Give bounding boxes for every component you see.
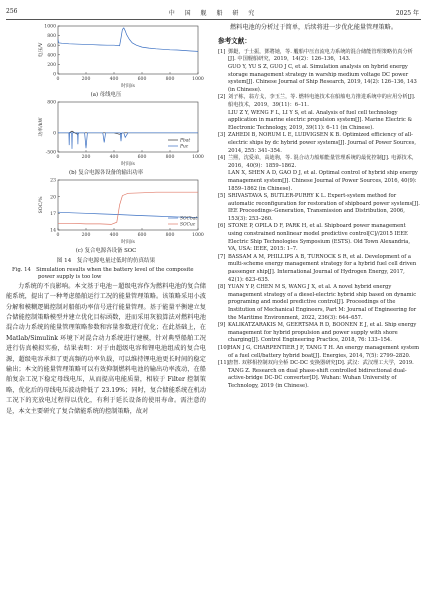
reference-text-cn: 刘子栋，翁方戈，李玉兰，等. 燃料电池技术在船舶电力推进系统中的应用分析[J]. 船电技术，2019，39(11)：6–11. bbox=[228, 94, 416, 108]
reference-text-cn: 唐智. 双移相控制双向全桥 DC-DC 变换器研究[D]. 武汉：武汉理工大学，2019. bbox=[228, 360, 414, 367]
reference-text-en: KALIKATZARAKIS M, GEERTSMA R D, BOONEN E J, et al. Ship energy management for hybrid propulsion and power supply with shore charging[J]. Control Engineering Practice, 2018, 76: 133–154. bbox=[228, 322, 417, 344]
chart-soc bbox=[6, 177, 206, 247]
y-tick-label: 0 bbox=[53, 72, 56, 78]
chart-output-power bbox=[6, 99, 206, 169]
legend-label: Pbat bbox=[180, 138, 191, 144]
y-tick-label: 200 bbox=[47, 63, 56, 68]
y-tick-label: 14 bbox=[50, 228, 56, 234]
x-tick-label: 600 bbox=[137, 155, 147, 160]
reference-number: [2] bbox=[218, 94, 226, 101]
reference-text-en: BASSAM A M, PHILLIPS A B, TURNOCK S R, et al. Development of a multi-scheme energy management strategy for a hybrid fuel cell driven passenger ship[J]. International Journal of Hydrogen Energy, 2017, 42(1): 623–635. bbox=[228, 253, 417, 283]
issue-year: 2025 年 bbox=[395, 10, 419, 17]
reference-number: [7] bbox=[218, 253, 226, 260]
figure-14 bbox=[6, 23, 206, 282]
reference-number: [6] bbox=[218, 223, 226, 230]
reference-number: [11] bbox=[218, 360, 229, 367]
legend-label: SOCbat bbox=[180, 216, 198, 222]
x-tick-label: 400 bbox=[109, 77, 119, 82]
journal-name: 中 国 舰 船 研 究 bbox=[168, 10, 259, 17]
right-column bbox=[218, 23, 420, 391]
left-column bbox=[6, 23, 206, 417]
x-tick-label: 800 bbox=[165, 155, 175, 160]
y-tick-label: 23 bbox=[50, 178, 56, 184]
x-tick-label: 0 bbox=[56, 155, 60, 160]
reference-item bbox=[218, 254, 420, 284]
x-tick-label: 200 bbox=[81, 155, 91, 160]
reference-item bbox=[218, 223, 420, 253]
reference-text-en: LAN X, SHEN A D, GAO D J, et al. Optimal control of hybrid ship energy management system[J]. Chinese Journal of Power Sources, 2016, 40(9): 1859–1862 (in Chinese). bbox=[228, 170, 418, 192]
chart-bus-voltage bbox=[6, 23, 206, 91]
reference-text-en: GUO Y, YU S Z, GUO J C, et al. Simulation analysis on hybrid energy storage management strategy in warship medium voltage DC power system[J]. Chinese Journal of Ship Research, 2019, 14(2): 126–136, 143 (in Chinese). bbox=[228, 64, 417, 93]
reference-number: [5] bbox=[218, 193, 226, 200]
reference-number: [1] bbox=[218, 48, 226, 55]
reference-text-en: ZAHEDI B, NORUM L E, LUDVIGSEN K B. Optimized efficiency of all-electric ships by dc hybrid power systems[J]. Journal of Power Sources, 2014, 255: 341–354. bbox=[228, 132, 417, 154]
y-axis-label: SOC/% bbox=[39, 196, 44, 214]
y-tick-label: 800 bbox=[47, 100, 56, 106]
legend-label: SOCuc bbox=[180, 222, 196, 228]
y-tick-label: 600 bbox=[47, 43, 56, 49]
x-tick-label: 200 bbox=[81, 77, 91, 82]
x-tick-label: 400 bbox=[109, 233, 119, 238]
series-line bbox=[58, 192, 198, 224]
reference-text-en: YUAN Y P, CHEN M S, WANG J X, et al. A novel hybrid energy management strategy of a diesel-electric hybrid ship based on dynamic programing and model predictive control[J]. Proceedings of the Institution of Mechanical Engineers, Part M: Journal of Engineering for the Maritime Environment, 2022, 236(3): 644–657. bbox=[228, 284, 417, 321]
y-axis-label: 功率/kW bbox=[39, 117, 44, 137]
y-axis-label: 电压/V bbox=[39, 42, 44, 58]
body-paragraph: 力系统的不良影响。本文基于电池－超级电容作为燃料电池的复合储能系统，提出了一种考虑船舶运行工况的能量管理策略。该策略采用小波分解和模糊逻辑控制对船舶功率信号进行能量管理。基于能量平衡建立复合储能控制策略模型并建立优化目标函数，进而采用灰狼算法对燃料电池混合动力系统的能量管理策略参数和容量参数进行优化；在此基础上，在 Matlab/Simulink 环境下对混合动力系统进行建模，针对典型船舶工况进行仿真模拟实验，结果表明：对于由超级电容和锂电池组成的复合电源，超级电容承担了更高频的功率负载，可以维持锂电池更长时间的稳定输出；本文的能量管理策略可以有效抑制燃料电池的输出功率波动，在船舶复杂工况下稳定母线电压，从而提高电能质量，相较于 Filter 控制策略，优化后的母线电压波动降低了 23.19%；同时，复合储能系统在机动工况下的充放电过程得以优化，有利于延长设备的使用寿命。需注意的是，本文主要研究了复合储能系统的控制策略，故对 bbox=[6, 282, 206, 415]
reference-item bbox=[218, 360, 420, 368]
reference-number: [9] bbox=[218, 322, 226, 329]
series-line bbox=[58, 28, 198, 52]
reference-text-en: STONE P, OPILA D F, PARK H, et al. Shipboard power management using constrained nonlinear model predictive control[C]//2015 IEEE Electric Ship Technologies Symposium (ESTS). Old Town Alexandria, VA, USA: IEEE, 2015: 1–7. bbox=[228, 223, 411, 253]
reference-number: [10] bbox=[218, 344, 229, 351]
reference-number: [8] bbox=[218, 284, 226, 291]
y-tick-label: 1000 bbox=[44, 24, 56, 30]
reference-item bbox=[218, 345, 420, 360]
reference-number: [3] bbox=[218, 132, 226, 139]
reference-item bbox=[218, 193, 420, 223]
y-tick-label: 17 bbox=[50, 211, 56, 217]
series-line bbox=[58, 212, 198, 218]
x-tick-label: 600 bbox=[137, 233, 147, 238]
x-tick-label: 400 bbox=[109, 155, 119, 160]
series-line bbox=[58, 133, 198, 149]
running-header bbox=[0, 0, 427, 20]
x-axis-label: 时间/s bbox=[121, 240, 135, 245]
x-tick-label: 0 bbox=[56, 233, 60, 238]
y-tick-label: 400 bbox=[47, 53, 56, 59]
x-axis-label: 时间/s bbox=[121, 84, 135, 89]
reference-item bbox=[218, 94, 420, 109]
figure-caption-en: Fig. 14 Simulation results when the battery level of the composite power supply is too low bbox=[12, 266, 194, 281]
reference-text-cn: 兰熙，沈爱弟，高迪驹，等. 混合动力船舶能量管理系统的最优控制[J]. 电源技术，2016，40(9)：1859–1862. bbox=[228, 155, 418, 169]
reference-item bbox=[218, 49, 420, 64]
x-tick-label: 0 bbox=[56, 77, 60, 82]
x-tick-label: 1000 bbox=[192, 155, 204, 160]
legend-label: Puc bbox=[180, 144, 189, 150]
reference-item bbox=[218, 132, 420, 155]
subcaption-b: (b) 复合电源各设备的输出功率 bbox=[68, 170, 144, 176]
reference-text-en: TANG Z. Research on dual phase-shift controlled bidirectional dual-active-bridge DC-DC converter[D]. Wuhan: Wuhan University of Technology, 2019 (in Chinese). bbox=[228, 367, 407, 389]
subcaption-a: (a) 母线电压 bbox=[90, 92, 122, 98]
reference-list bbox=[218, 49, 420, 391]
x-tick-label: 1000 bbox=[192, 77, 204, 82]
reference-item bbox=[218, 322, 420, 345]
page-number: 256 bbox=[6, 8, 18, 15]
y-tick-label: 800 bbox=[47, 34, 56, 40]
reference-text-en: SRIVASTAVA S, BUTLER-PURRY K L. Expert-system method for automatic reconfiguration for restoration of shipboard power systems[J]. IEE Proceedings–Generation, Transmission and Distribution, 2006, 153(3): 253–260. bbox=[228, 193, 420, 222]
reference-text-cn: 鄧鋌，于士振，鄧將她，等. 艦船中压直流电力系统的混合储能管理策略仿真分析[J]. 中国舰船研究，2019，14(2)：126–136，143. bbox=[228, 48, 413, 63]
reference-item bbox=[218, 284, 420, 322]
reference-text-en: HAN J G, CHARPENTIER J F, TANG T H. An energy management system of a fuel cell/battery hybrid boat[J]. Energies, 2014, 7(5): 2799–2820. bbox=[228, 344, 420, 359]
y-tick-label: 0 bbox=[53, 131, 56, 137]
figure-caption-cn: 图 14 复合电源电量过低时的仿真结果 bbox=[56, 258, 156, 264]
x-axis-label: 时间/s bbox=[121, 162, 135, 167]
reference-item bbox=[218, 155, 420, 170]
reference-number: [4] bbox=[218, 155, 226, 162]
right-intro-paragraph: 燃料电池的分析过于简单，后续将进一步优化能量管理策略。 bbox=[230, 24, 398, 31]
subcaption-c: (c) 复合电源各设备 SOC bbox=[75, 248, 137, 254]
x-tick-label: 200 bbox=[81, 233, 91, 238]
header-rule bbox=[6, 19, 421, 20]
references-heading: 参考文献： bbox=[218, 37, 251, 46]
reference-text-en: LIU Z Y, WENG F L, LI Y S, et al. Analysis of fuel cell technology application in marine electric propulsion system[J]. Marine Electric & Electronic Technology, 2019, 39(11): 6–11 (in Chinese). bbox=[228, 109, 413, 131]
plot-frame bbox=[58, 180, 198, 230]
x-tick-label: 1000 bbox=[192, 233, 204, 238]
y-tick-label: -500 bbox=[45, 150, 56, 156]
x-tick-label: 800 bbox=[165, 233, 175, 238]
x-tick-label: 800 bbox=[165, 77, 175, 82]
x-tick-label: 600 bbox=[137, 77, 147, 82]
plot-frame bbox=[58, 102, 198, 152]
y-tick-label: 20 bbox=[50, 195, 56, 201]
